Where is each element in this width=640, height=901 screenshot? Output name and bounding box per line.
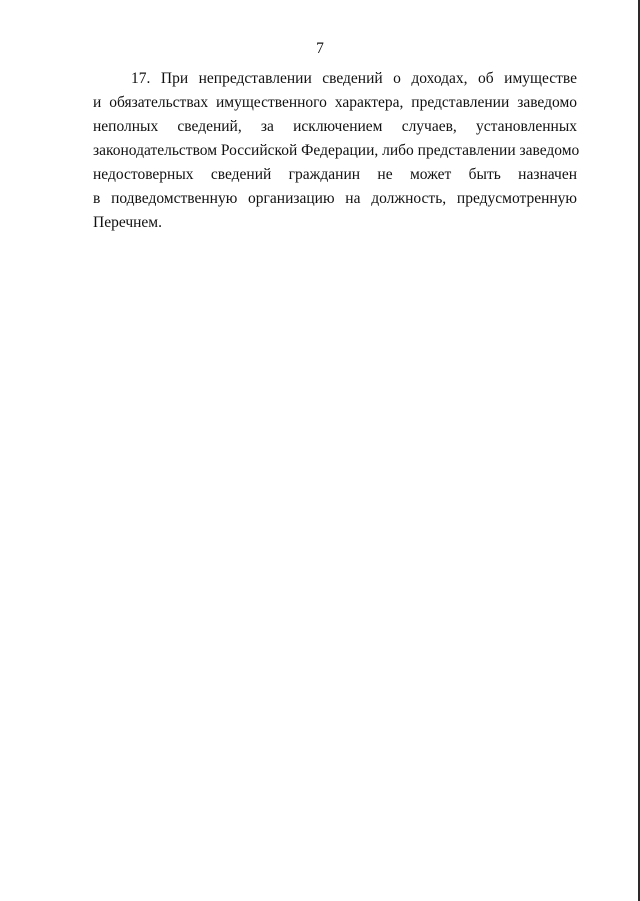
paragraph-line: в подведомственную организацию на должность, предусмотренную xyxy=(93,190,577,207)
paragraph-line: недостоверных сведений гражданин не может быть назначен xyxy=(93,166,577,183)
page-number: 7 xyxy=(316,40,324,57)
paragraph-line: неполных сведений, за исключением случаев, установленных xyxy=(93,118,577,135)
paragraph-17 xyxy=(93,67,580,235)
paragraph-line: и обязательствах имущественного характера, представлении заведомо xyxy=(93,94,577,111)
paragraph-line: Перечнем. xyxy=(93,214,162,231)
paragraph-line: законодательством Российской Федерации, либо представлении заведомо xyxy=(93,142,580,159)
paragraph-line: 17. При непредставлении сведений о доходах, об имуществе xyxy=(131,70,577,87)
